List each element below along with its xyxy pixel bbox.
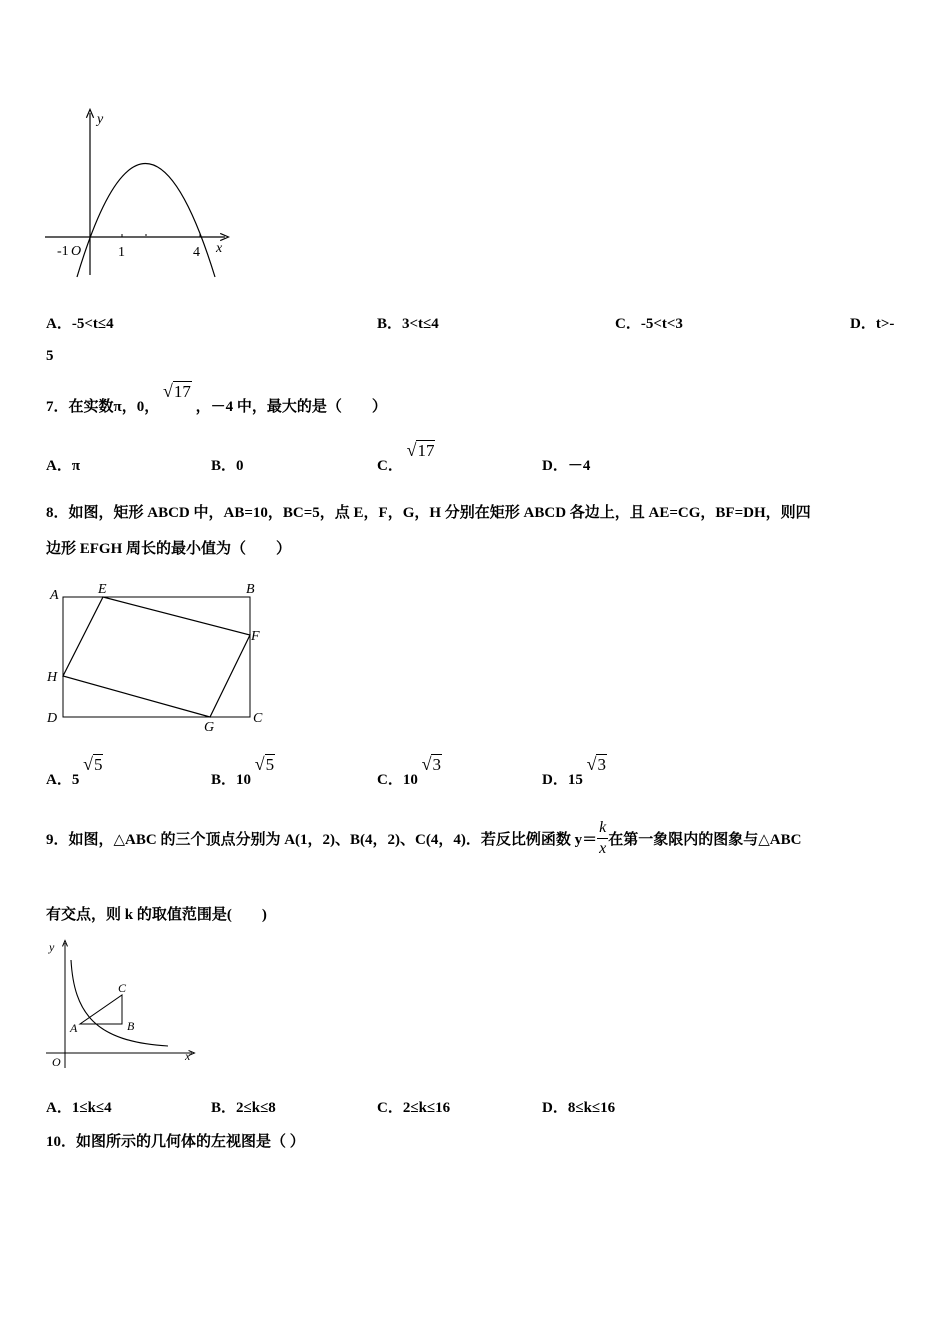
q8-option-b-sqrt: √5 bbox=[254, 754, 275, 774]
q9-hyperbola-curve bbox=[71, 960, 168, 1046]
x-axis-label: x bbox=[216, 241, 223, 256]
label-F: F bbox=[251, 629, 260, 644]
q6-option-c[interactable]: C．-5<t<3 bbox=[615, 316, 683, 332]
q8-rectangle-figure bbox=[42, 578, 277, 738]
q8-option-a-sqrt: √5 bbox=[83, 754, 103, 774]
origin-label: O bbox=[71, 244, 82, 259]
q7-option-c[interactable]: C． √17 bbox=[377, 440, 435, 474]
q7-sqrt-17: √17 bbox=[162, 381, 191, 401]
q9-label-O: O bbox=[52, 1055, 61, 1069]
label-E: E bbox=[98, 582, 107, 597]
q6-option-d-wrap: 5 bbox=[46, 348, 54, 364]
tick-4: 4 bbox=[193, 245, 200, 260]
q9-option-a[interactable]: A．1≤k≤4 bbox=[46, 1100, 112, 1116]
q9-triangle-ABC bbox=[80, 995, 122, 1024]
label-D: D bbox=[47, 711, 58, 726]
q8-option-b[interactable]: B．10 √5 bbox=[211, 754, 275, 788]
q8-option-d-sqrt: √3 bbox=[586, 754, 606, 774]
q8-option-d[interactable]: D．15 √3 bbox=[542, 754, 606, 788]
q9-option-c[interactable]: C．2≤k≤16 bbox=[377, 1100, 451, 1116]
q9-option-d[interactable]: D．8≤k≤16 bbox=[542, 1100, 616, 1116]
q9-stem-line1: 9．如图，△ABC 的三个顶点分别为 A(1，2)、B(4，2)、C(4，4)．若反比例函数 y＝ $\frac{k}{x}$ 在第一象限内的图象与△ABC bbox=[46, 819, 802, 857]
q6-option-b[interactable]: B．3<t≤4 bbox=[377, 316, 439, 332]
q8-option-c[interactable]: C．10 √3 bbox=[377, 754, 441, 788]
q9-label-y: y bbox=[49, 940, 55, 954]
quad-EFGH bbox=[63, 597, 250, 717]
q8-stem-line2: 边形 EFGH 周长的最小值为（ ） bbox=[46, 541, 292, 557]
q7-option-a[interactable]: A．π bbox=[46, 458, 81, 474]
q7-option-d[interactable]: D．－4 bbox=[542, 458, 591, 474]
q9-label-B: B bbox=[127, 1019, 135, 1033]
label-B: B bbox=[246, 582, 255, 597]
q8-option-a[interactable]: A．5 √5 bbox=[46, 754, 103, 788]
tick-1: 1 bbox=[118, 245, 125, 260]
label-H: H bbox=[47, 670, 58, 685]
q7-stem: 7．在实数π，0， √17 ，－4 中，最大的是（ ） bbox=[46, 381, 387, 415]
q9-fraction-k-over-x: $\frac{k}{x}$ bbox=[599, 819, 607, 857]
q9-label-A: A bbox=[70, 1021, 78, 1035]
label-G: G bbox=[204, 720, 215, 735]
q6-option-a[interactable]: A．-5<t≤4 bbox=[46, 316, 114, 332]
q8-option-c-sqrt: √3 bbox=[421, 754, 441, 774]
q9-hyperbola-figure bbox=[40, 938, 200, 1073]
q10-stem: 10．如图所示的几何体的左视图是（ ） bbox=[46, 1134, 305, 1150]
label-A: A bbox=[50, 588, 59, 603]
q6-option-d[interactable]: D．t>- bbox=[850, 316, 895, 332]
rect-ABCD bbox=[63, 597, 250, 717]
q9-label-C: C bbox=[118, 981, 127, 995]
q9-label-x: x bbox=[185, 1049, 191, 1063]
q9-option-b[interactable]: B．2≤k≤8 bbox=[211, 1100, 276, 1116]
q7-option-b[interactable]: B．0 bbox=[211, 458, 244, 474]
label-C: C bbox=[253, 711, 263, 726]
y-axis-label: y bbox=[97, 112, 104, 127]
q9-stem-line2: 有交点，则 k 的取值范围是( ) bbox=[46, 907, 267, 923]
q6-parabola-graph bbox=[40, 105, 240, 280]
tick-neg1: -1 bbox=[57, 244, 69, 259]
q8-stem-line1: 8．如图，矩形 ABCD 中，AB=10，BC=5，点 E，F，G，H 分别在矩形 ABCD 各边上，且 AE=CG，BF=DH，则四 bbox=[46, 505, 811, 521]
q7-option-c-sqrt: √17 bbox=[406, 440, 435, 460]
